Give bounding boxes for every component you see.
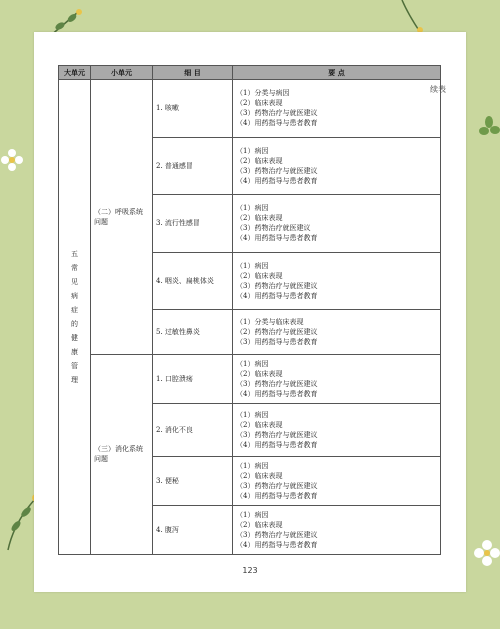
point-item: （1）病因 bbox=[236, 146, 269, 155]
point-item: （4）用药指导与患者教育 bbox=[236, 540, 318, 549]
point-item: （1）病因 bbox=[236, 410, 269, 419]
major-unit-label: 五 常见病症的健康管理 bbox=[71, 250, 78, 384]
points-cell bbox=[233, 310, 441, 355]
sub-unit-cell bbox=[91, 354, 153, 554]
point-item: （3）药物治疗与就医建议 bbox=[236, 530, 318, 539]
detail-cell: 1. 口腔溃疡 bbox=[153, 354, 233, 403]
continued-label: 续表 bbox=[430, 85, 446, 94]
point-item: （1）分类与临床表现 bbox=[236, 317, 304, 326]
point-item: （3）药物治疗与就医建议 bbox=[236, 430, 318, 439]
detail-cell: 2. 消化不良 bbox=[153, 403, 233, 456]
point-item: （4）用药指导与患者教育 bbox=[236, 440, 318, 449]
point-item: （4）用药指导与患者教育 bbox=[236, 491, 318, 500]
point-item: （2）临床表现 bbox=[236, 214, 283, 223]
point-item: （4）用药指导与患者教育 bbox=[236, 176, 318, 185]
point-item: （3）用药指导与患者教育 bbox=[236, 337, 318, 346]
point-item: （2）临床表现 bbox=[236, 520, 283, 529]
point-item: （3）药物治疗就医建议 bbox=[236, 224, 311, 233]
header-key-points: 要 点 bbox=[233, 66, 441, 80]
detail-cell: 4. 腹泻 bbox=[153, 505, 233, 554]
detail-cell: 3. 便秘 bbox=[153, 456, 233, 505]
page-number: 123 bbox=[242, 566, 258, 575]
point-item: （2）临床表现 bbox=[236, 156, 283, 165]
header-sub-unit: 小单元 bbox=[91, 66, 153, 80]
point-item: （1）病因 bbox=[236, 261, 269, 270]
points-cell bbox=[233, 195, 441, 253]
point-item: （4）用药指导与患者教育 bbox=[236, 291, 318, 300]
point-item: （3）药物治疗与就医建议 bbox=[236, 166, 318, 175]
detail-cell: 5. 过敏性鼻炎 bbox=[153, 310, 233, 355]
point-item: （4）用药指导与患者教育 bbox=[236, 389, 318, 398]
points-cell bbox=[233, 456, 441, 505]
detail-cell: 4. 咽炎、扁桃体炎 bbox=[153, 252, 233, 310]
point-item: （2）药物治疗与就医建议 bbox=[236, 327, 318, 336]
points-cell bbox=[233, 80, 441, 138]
point-item: （2）临床表现 bbox=[236, 99, 283, 108]
point-item: （3）药物治疗与就医建议 bbox=[236, 281, 318, 290]
point-item: （1）病因 bbox=[236, 461, 269, 470]
points-cell bbox=[233, 403, 441, 456]
points-cell bbox=[233, 252, 441, 310]
detail-cell: 1. 咳嗽 bbox=[153, 80, 233, 138]
sub-unit-cell bbox=[91, 80, 153, 355]
major-unit-cell bbox=[59, 80, 91, 555]
flower-decoration-right bbox=[478, 116, 500, 140]
point-item: （4）用药指导与患者教育 bbox=[236, 119, 318, 128]
sub-unit-label: （二）呼吸系统问题 bbox=[94, 207, 143, 226]
branch-decoration-top-right bbox=[398, 0, 428, 34]
point-item: （1）病因 bbox=[236, 510, 269, 519]
point-item: （4）用药指导与患者教育 bbox=[236, 234, 318, 243]
point-item: （3）药物治疗与就医建议 bbox=[236, 379, 318, 388]
header-major-unit: 大单元 bbox=[59, 66, 91, 80]
point-item: （2）临床表现 bbox=[236, 420, 283, 429]
point-item: （2）临床表现 bbox=[236, 471, 283, 480]
point-item: （3）药物治疗与就医建议 bbox=[236, 109, 318, 118]
table-row bbox=[59, 80, 441, 138]
point-item: （3）药物治疗与就医建议 bbox=[236, 481, 318, 490]
table-row bbox=[59, 354, 441, 403]
flower-decoration-bottom-right bbox=[474, 540, 500, 566]
point-item: （2）临床表现 bbox=[236, 369, 283, 378]
point-item: （1）病因 bbox=[236, 359, 269, 368]
syllabus-table bbox=[58, 65, 441, 555]
detail-cell: 2. 普通感冒 bbox=[153, 137, 233, 195]
point-item: （1）病因 bbox=[236, 204, 269, 213]
point-item: （2）临床表现 bbox=[236, 271, 283, 280]
points-cell bbox=[233, 505, 441, 554]
flower-decoration-left bbox=[0, 148, 24, 172]
detail-cell: 3. 流行性感冒 bbox=[153, 195, 233, 253]
sub-unit-label: （三）消化系统问题 bbox=[94, 445, 143, 464]
points-cell bbox=[233, 137, 441, 195]
point-item: （1）分类与病因 bbox=[236, 89, 290, 98]
table-header-row bbox=[59, 66, 441, 80]
header-detail: 细 目 bbox=[153, 66, 233, 80]
points-cell bbox=[233, 354, 441, 403]
